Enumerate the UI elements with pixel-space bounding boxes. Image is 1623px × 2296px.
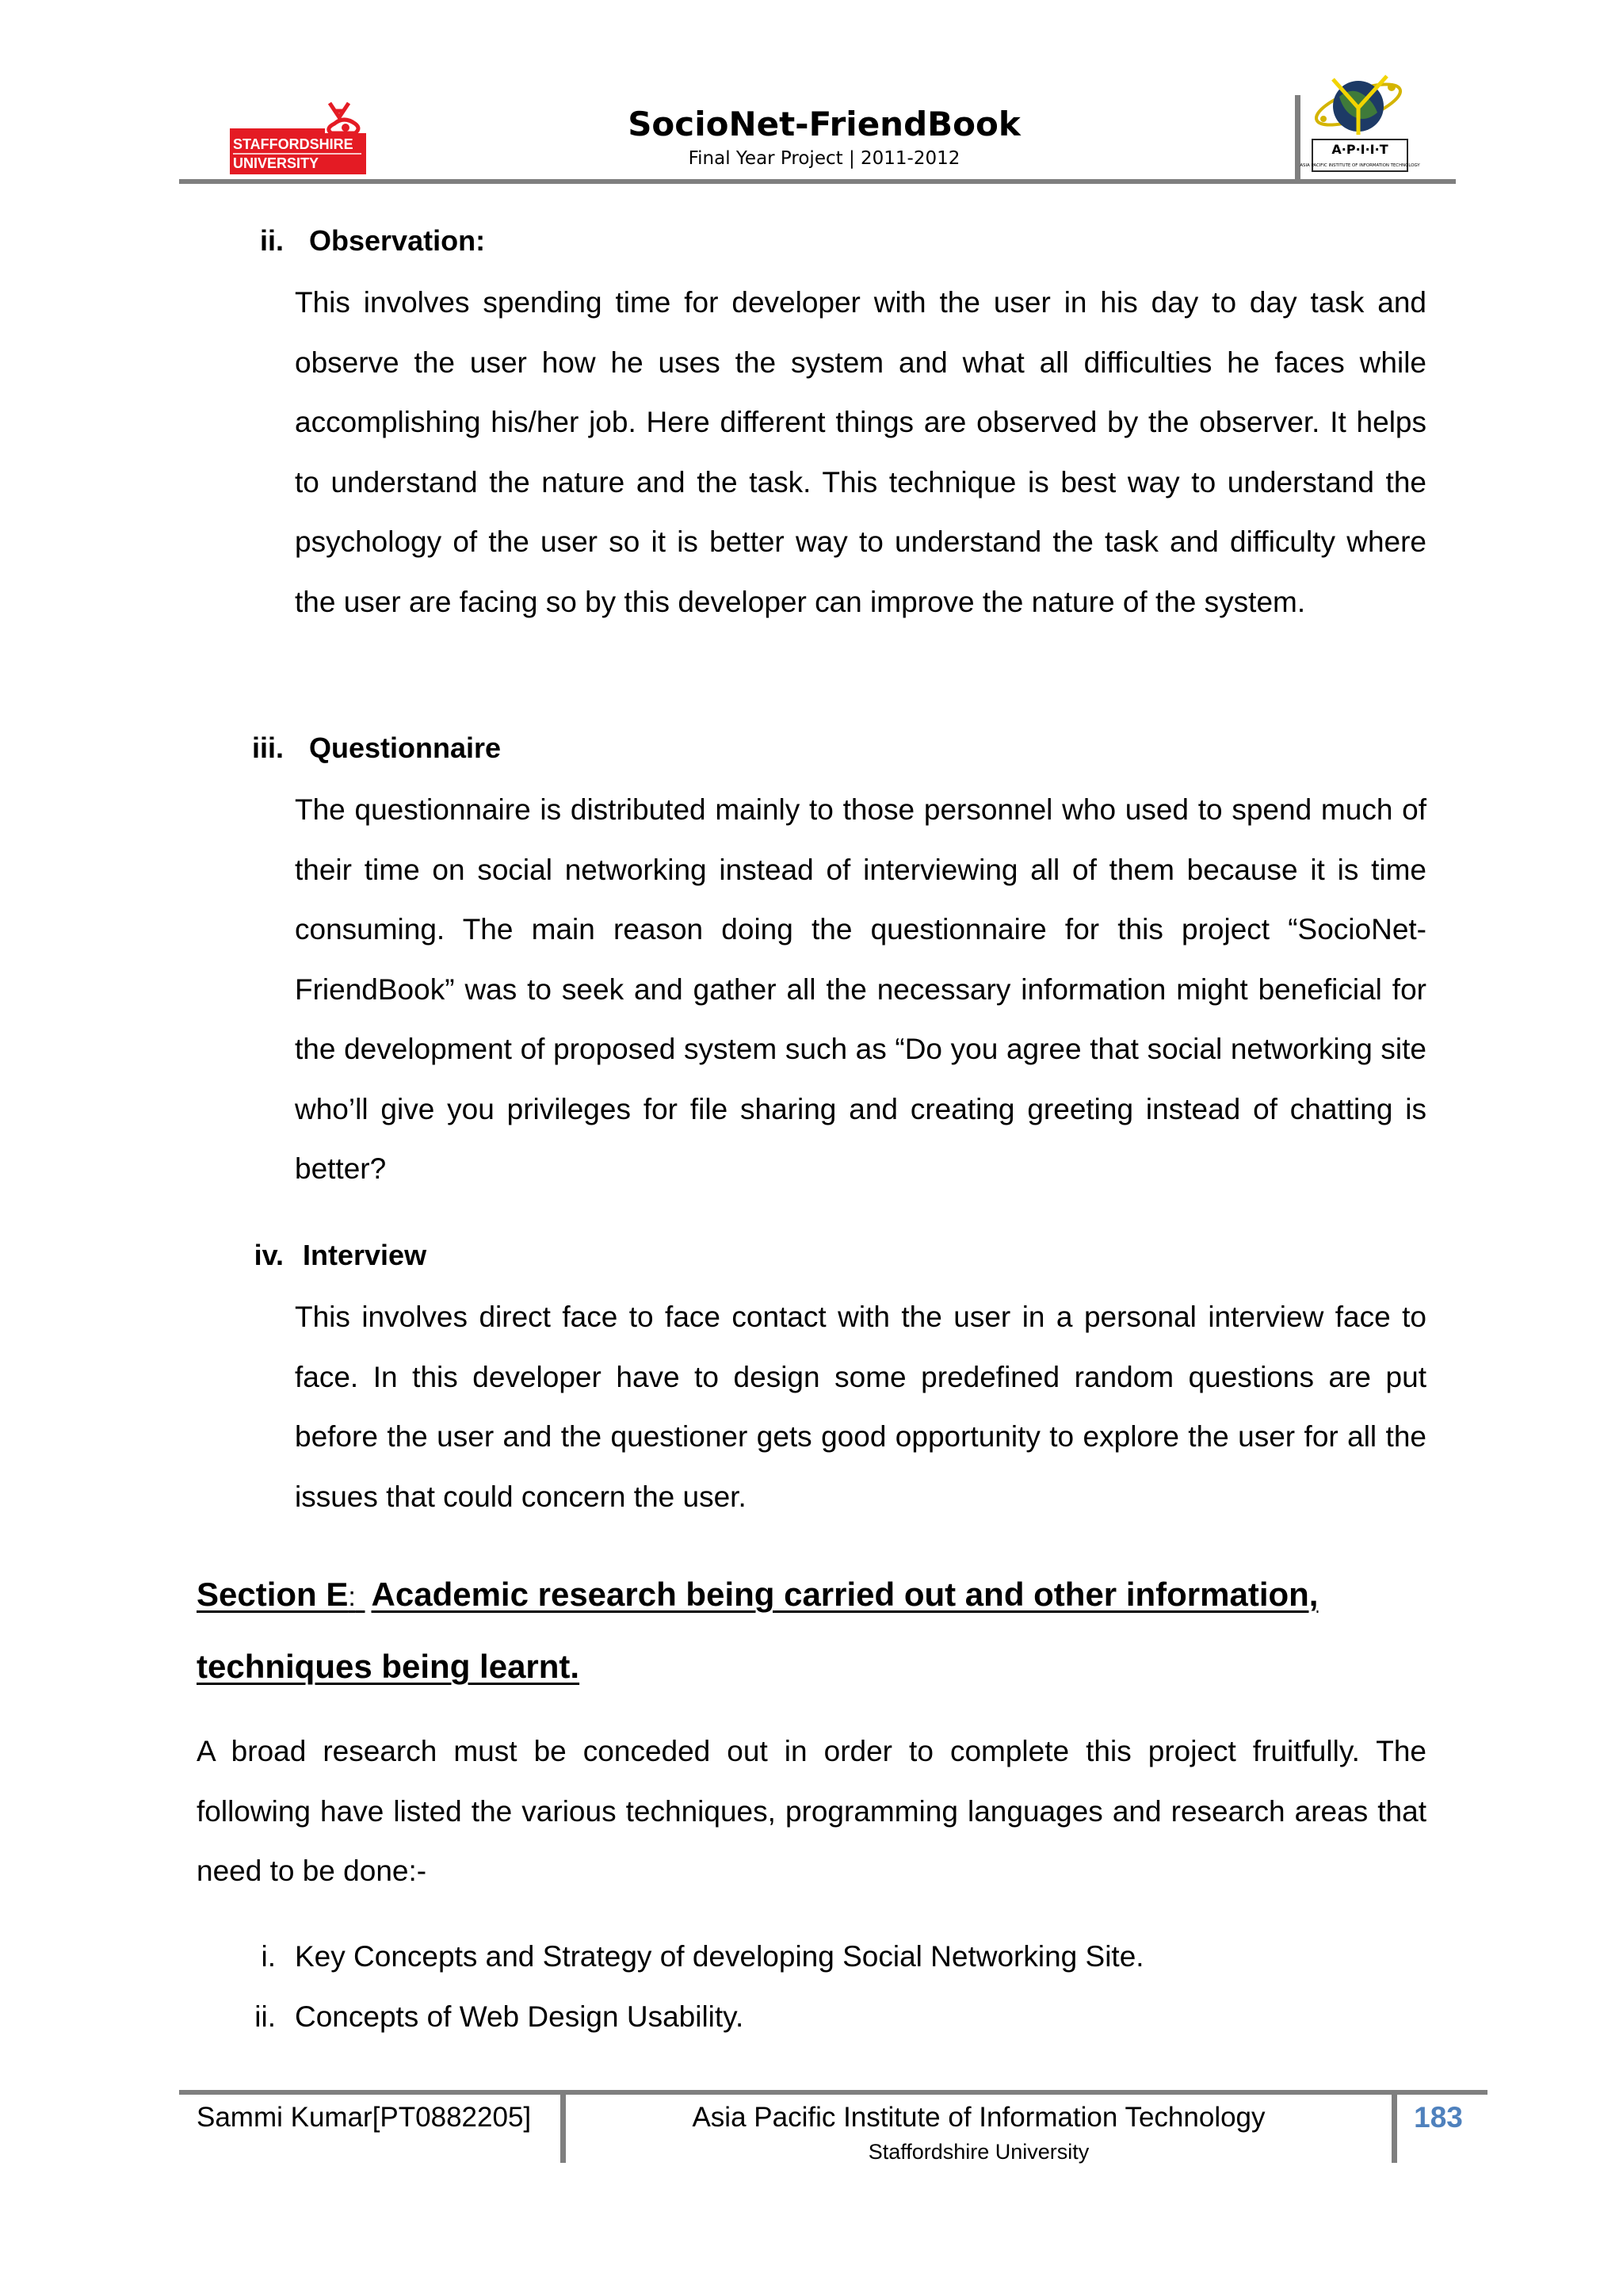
subsection-number: ii. — [259, 224, 284, 257]
section-e-colon: : — [348, 1582, 356, 1612]
subsection-title: Interview — [303, 1239, 427, 1271]
header-rule — [179, 179, 1456, 184]
section-e-title: Academic research being carried out and other information, techniques being learnt. — [197, 1576, 1319, 1685]
list-item — [197, 1934, 1426, 1994]
footer-institute: Asia Pacific Institute of Information Technology — [692, 2102, 1266, 2133]
document-title: SocioNet-FriendBook — [628, 105, 1021, 143]
staffordshire-university-logo — [230, 101, 366, 174]
subsection-number: iv. — [254, 1239, 284, 1271]
apiit-logo-caption: ASIA PACIFIC INSTITUTE OF INFORMATION TECHNOLOGY — [1300, 163, 1420, 168]
logo-line2: UNIVERSITY — [233, 155, 319, 171]
header-divider — [1295, 95, 1300, 184]
section-e-label: Section E — [197, 1576, 349, 1613]
page-number: 183 — [1414, 2101, 1463, 2134]
list-item-number: ii. — [254, 2000, 276, 2033]
logo-line1: STAFFORDSHIRE — [233, 136, 353, 152]
footer-author: Sammi Kumar[PT0882205] — [197, 2102, 532, 2133]
document-subtitle: Final Year Project | 2011-2012 — [688, 148, 960, 169]
subsection-heading — [247, 223, 485, 258]
list-item-text: Concepts of Web Design Usability. — [295, 2000, 744, 2033]
footer-rule — [179, 2090, 1487, 2095]
footer-university: Staffordshire University — [868, 2140, 1090, 2164]
list-item-number: i. — [261, 1940, 276, 1973]
paragraph: This involves spending time for developer with the user in his day to day task and observe the user how he uses the system and what all difficulties he faces while accomplishing his/her job. Here different things are observed by the observer. It helps to understand the nature and the task. This technique is best way to understand the psychology of the user so it is better way to understand the task and difficulty where the user are facing so by this developer can improve the nature of the system. — [295, 286, 1426, 618]
footer-divider — [560, 2090, 566, 2163]
list-item — [197, 1994, 1426, 2054]
paragraph: This involves direct face to face contact with the user in a personal interview face to face. In this developer have to design some predefined random questions are put before the user and the questioner gets good opportunity to explore the user for all the issues that could concern the user. — [295, 1301, 1426, 1513]
subsection-title: Observation: — [309, 224, 486, 257]
subsection-title: Questionnaire — [309, 732, 502, 764]
subsection-heading — [247, 1238, 426, 1273]
research-list — [197, 1934, 1426, 2054]
apiit-logo — [1300, 73, 1420, 176]
apiit-logo-text: A·P·I·I·T — [1331, 142, 1388, 157]
subsection-heading — [247, 731, 501, 766]
section-e-heading — [197, 1560, 1433, 1702]
subsection-number: iii. — [251, 732, 284, 764]
footer-divider — [1392, 2090, 1397, 2163]
paragraph: The questionnaire is distributed mainly to those personnel who used to spend much of their time on social networking instead of interviewing all of them because it is time consuming. The main reason doing the questionnaire for this project “SocioNet-FriendBook” was to seek and gather all the necessary information might beneficial for the development of proposed system such as “Do you agree that social networking site who’ll give you privileges for file sharing and creating greeting instead of chatting is better? — [295, 793, 1426, 1185]
list-item-text: Key Concepts and Strategy of developing Social Networking Site. — [295, 1940, 1144, 1973]
section-e-intro: A broad research must be conceded out in order to complete this project fruitfully. The following have listed the various techniques, programming languages and research areas that need to be done:- — [197, 1735, 1426, 1887]
